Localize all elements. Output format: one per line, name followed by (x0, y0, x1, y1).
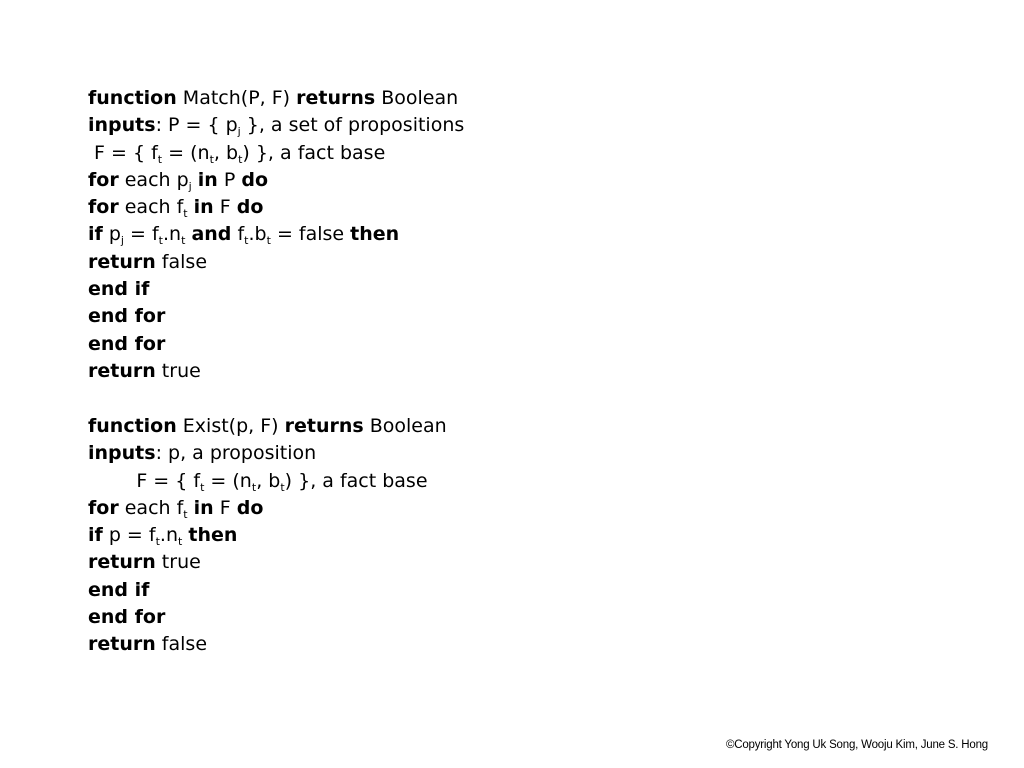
keyword: do (236, 196, 264, 219)
code-line (88, 413, 447, 440)
code-line (88, 140, 464, 167)
code-text: f (231, 223, 245, 246)
code-text: true (155, 359, 201, 382)
copyright-notice: ©Copyright Yong Uk Song, Wooju Kim, June S. Hong (725, 739, 988, 751)
keyword: end for (88, 305, 166, 328)
keyword: returns (284, 415, 364, 437)
code-text: = (n (204, 469, 252, 492)
code-line (88, 249, 464, 276)
code-text: Boolean (363, 415, 447, 437)
match-function-pseudocode (88, 85, 464, 385)
code-text: P (217, 168, 242, 191)
subscript: t (244, 234, 249, 248)
keyword: inputs (88, 442, 156, 465)
code-line (88, 631, 447, 658)
subscript: t (280, 480, 285, 494)
exist-function-pseudocode (88, 413, 447, 659)
code-text: : P = { p (155, 114, 238, 137)
code-text: p = f (102, 524, 156, 547)
code-text: false (155, 250, 208, 273)
subscript: t (183, 207, 188, 221)
code-text: .b (248, 223, 267, 246)
keyword: returns (296, 87, 376, 109)
code-text: .n (162, 223, 182, 246)
keyword: do (241, 168, 269, 191)
code-line (88, 495, 447, 522)
code-text: Exist(p, F) (176, 415, 285, 437)
code-text: ) }, a fact base (284, 469, 428, 492)
keyword: do (236, 496, 264, 519)
code-text: Match(P, F) (176, 87, 297, 109)
code-text: each p (118, 168, 189, 191)
keyword: inputs (88, 114, 156, 137)
keyword: return (88, 633, 156, 656)
subscript: t (251, 480, 257, 494)
subscript: t (181, 234, 186, 248)
code-text: = f (123, 223, 159, 246)
code-text: .n (159, 524, 178, 547)
subscript: t (183, 507, 188, 521)
code-text: each f (118, 496, 184, 519)
keyword: return (88, 250, 156, 273)
subscript: t (157, 152, 163, 166)
keyword: then (188, 524, 238, 547)
code-line (88, 358, 464, 385)
code-line (88, 85, 464, 112)
subscript: t (209, 152, 214, 166)
code-line (88, 194, 464, 221)
code-text: = false (270, 223, 351, 246)
code-text: : p, a proposition (155, 442, 317, 465)
keyword: for (88, 496, 119, 519)
code-line (88, 549, 447, 576)
code-text: F (213, 196, 237, 219)
code-text: = (n (162, 141, 210, 164)
code-line (88, 331, 464, 358)
keyword: end if (88, 278, 150, 301)
code-text: p (102, 223, 121, 246)
keyword: for (88, 196, 119, 219)
code-text: , b (213, 141, 239, 164)
subscript: t (200, 480, 205, 494)
keyword: return (88, 359, 156, 382)
keyword: function (88, 87, 177, 109)
code-text: F (213, 496, 237, 519)
subscript: t (158, 234, 163, 248)
code-text: Boolean (375, 87, 459, 109)
keyword: in (197, 168, 218, 191)
code-line (88, 167, 464, 194)
code-text: false (155, 633, 208, 656)
keyword: then (350, 223, 400, 246)
keyword: end for (88, 332, 166, 355)
code-text: F = { f (88, 141, 158, 164)
subscript: j (120, 234, 124, 248)
subscript: t (155, 535, 160, 549)
code-text: ) }, a fact base (242, 141, 386, 164)
code-text: true (155, 551, 201, 574)
keyword: if (88, 524, 103, 547)
keyword: for (88, 168, 119, 191)
subscript: t (238, 152, 243, 166)
subscript: j (237, 125, 241, 139)
keyword: end if (88, 578, 150, 601)
code-line (88, 112, 464, 139)
code-text: , b (256, 469, 281, 492)
keyword: if (88, 223, 103, 246)
code-text: F = { f (88, 469, 201, 492)
keyword: function (88, 415, 177, 437)
code-line (88, 276, 464, 303)
code-line (88, 440, 447, 467)
keyword: return (88, 551, 156, 574)
code-text: each f (118, 196, 184, 219)
code-line (88, 468, 447, 495)
code-line (88, 221, 464, 248)
code-line (88, 577, 447, 604)
code-line (88, 303, 464, 330)
code-text: }, a set of propositions (240, 114, 465, 137)
subscript: t (178, 535, 183, 549)
keyword: and (191, 223, 232, 246)
subscript: j (188, 179, 192, 193)
keyword: in (193, 196, 214, 219)
keyword: in (193, 496, 214, 519)
subscript: t (266, 234, 271, 248)
code-line (88, 522, 447, 549)
code-line (88, 604, 447, 631)
keyword: end for (88, 606, 166, 629)
